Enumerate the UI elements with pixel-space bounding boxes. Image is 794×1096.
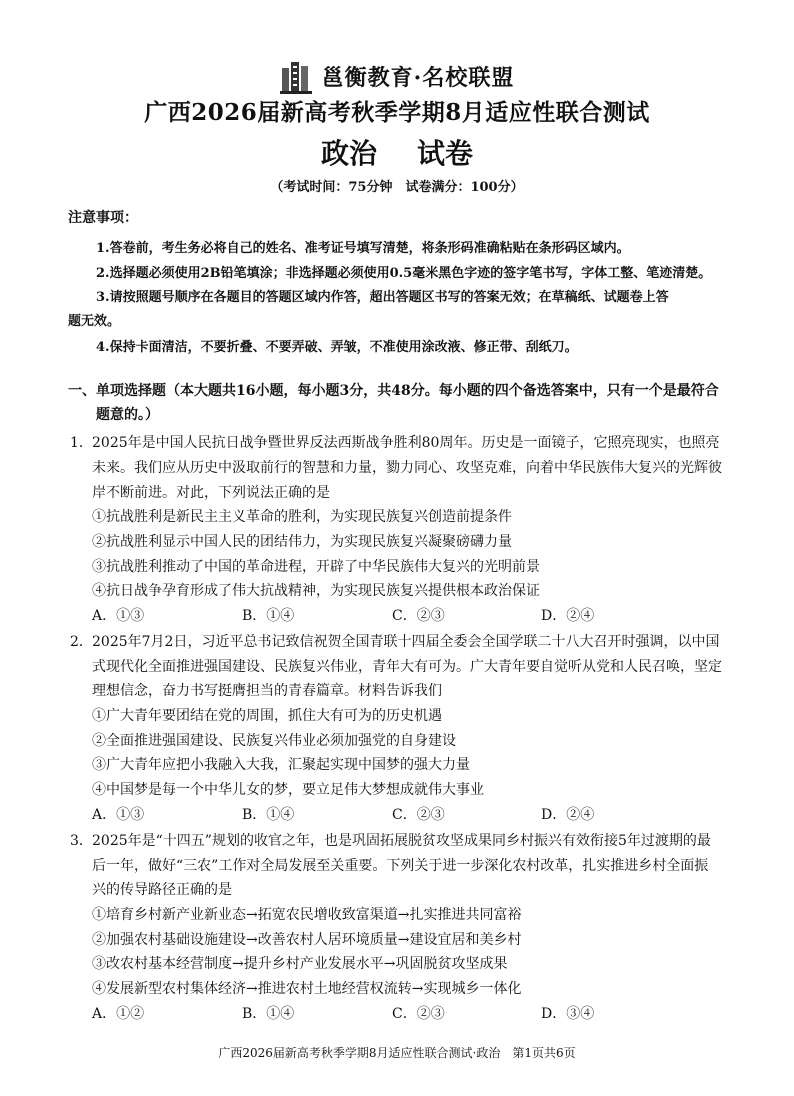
choice-a[interactable]: A．①③: [92, 608, 145, 624]
choice-c[interactable]: C．②③: [392, 1006, 445, 1022]
section-heading-cont: 题意的。）: [96, 407, 159, 423]
notice-item: 1.答卷前，考生务必将自己的姓名、准考证号填写清楚，将条形码准确粘贴在条形码区域内。: [96, 241, 630, 256]
choice-c[interactable]: C．②③: [392, 608, 445, 624]
page-footer: 广西2026届新高考秋季学期8月适应性联合测试·政治 第1页共6页: [218, 1046, 576, 1060]
exam-title: 广西2026届新高考秋季学期8月适应性联合测试: [144, 99, 650, 126]
exam-info: （考试时间：75分钟 试卷满分：100分）: [270, 180, 524, 195]
subject-name: 政治: [320, 137, 377, 170]
choice-d[interactable]: D．③④: [541, 1006, 595, 1022]
statement: ①抗战胜利是新民主主义革命的胜利，为实现民族复兴创造前提条件: [92, 509, 512, 525]
question-number: 2．: [70, 634, 93, 650]
question-number: 1．: [70, 435, 93, 451]
question-stem: 式现代化全面推进强国建设、民族复兴伟业，青年大有可为。广大青年要自觉听从党和人民召唤，坚定: [92, 659, 722, 675]
statement: ③广大青年应把小我融入大我，汇聚起实现中国梦的强大力量: [92, 757, 470, 773]
question-stem: 2025年7月2日，习近平总书记致信祝贺全国青联十四届全委会全国学联二十八大召开时强调，以中国: [92, 634, 720, 650]
statement: ②全面推进强国建设、民族复兴伟业必须加强党的自身建设: [92, 733, 456, 749]
book-stack-logo-icon: [280, 58, 314, 94]
choice-b[interactable]: B．①④: [242, 807, 295, 823]
brand-name: 邕衡教育·名校联盟: [321, 64, 515, 91]
question-stem: 岸不断前进。对此，下列说法正确的是: [92, 485, 330, 501]
question-stem: 后一年，做好“三农”工作对全局发展至关重要。下列关于进一步深化农村改革，扎实推进乡村全面振: [92, 858, 709, 874]
statement: ②抗战胜利显示中国人民的团结伟力，为实现民族复兴凝聚磅礴力量: [92, 534, 512, 550]
question-stem: 2025年是中国人民抗日战争暨世界反法西斯战争胜利80周年。历史是一面镜子，它照亮现实，也照亮: [92, 435, 720, 451]
question-stem: 未来。我们应从历史中汲取前行的智慧和力量，勠力同心、攻坚克难，向着中华民族伟大复兴的光辉彼: [92, 460, 722, 476]
question-number: 3．: [70, 833, 93, 849]
section-heading: 一、单项选择题（本大题共16小题，每小题3分，共48分。每小题的四个备选答案中，只有一个是最符合: [68, 383, 719, 399]
choice-d[interactable]: D．②④: [541, 608, 595, 624]
notice-item: 3.请按照题号顺序在各题目的答题区域内作答，超出答题区书写的答案无效；在草稿纸、试题卷上答: [96, 290, 669, 305]
statement: ①培育乡村新产业新业态→拓宽农民增收致富渠道→扎实推进共同富裕: [92, 907, 522, 923]
question-stem: 2025年是“十四五”规划的收官之年，也是巩固拓展脱贫攻坚成果同乡村振兴有效衔接5年过渡期的最: [92, 833, 711, 849]
choice-a[interactable]: A．①③: [92, 807, 145, 823]
notice-item: 题无效。: [68, 314, 121, 329]
statement: ②加强农村基础设施建设→改善农村人居环境质量→建设宜居和美乡村: [92, 932, 522, 948]
choice-b[interactable]: B．①④: [242, 608, 295, 624]
choice-c[interactable]: C．②③: [392, 807, 445, 823]
statement: ③抗战胜利推动了中国的革命进程，开辟了中华民族伟大复兴的光明前景: [92, 559, 540, 575]
choice-a[interactable]: A．①②: [92, 1006, 145, 1022]
question-stem: 理想信念，奋力书写挺膺担当的青春篇章。材料告诉我们: [92, 683, 442, 699]
notice-heading: 注意事项：: [68, 210, 138, 226]
paper-label: 试卷: [417, 137, 474, 170]
subject-title: [0, 132, 794, 172]
brand-header: [0, 58, 794, 98]
statement: ③改农村基本经营制度→提升乡村产业发展水平→巩固脱贫攻坚成果: [92, 956, 508, 972]
choice-d[interactable]: D．②④: [541, 807, 595, 823]
statement: ④发展新型农村集体经济→推进农村土地经营权流转→实现城乡一体化: [92, 981, 522, 997]
statement: ④抗日战争孕育形成了伟大抗战精神，为实现民族复兴提供根本政治保证: [92, 583, 540, 599]
statement: ①广大青年要团结在党的周围，抓住大有可为的历史机遇: [92, 708, 442, 724]
choice-b[interactable]: B．①④: [242, 1006, 295, 1022]
question-stem: 兴的传导路径正确的是: [92, 882, 232, 898]
notice-item: 2.选择题必须使用2B铅笔填涂；非选择题必须使用0.5毫米黑色字迹的签字笔书写，字体工整、笔迹清楚。: [96, 266, 712, 281]
statement: ④中国梦是每一个中华儿女的梦，要立足伟大梦想成就伟大事业: [92, 782, 484, 798]
notice-item: 4.保持卡面清洁，不要折叠、不要弄破、弄皱，不准使用涂改液、修正带、刮纸刀。: [96, 340, 578, 355]
